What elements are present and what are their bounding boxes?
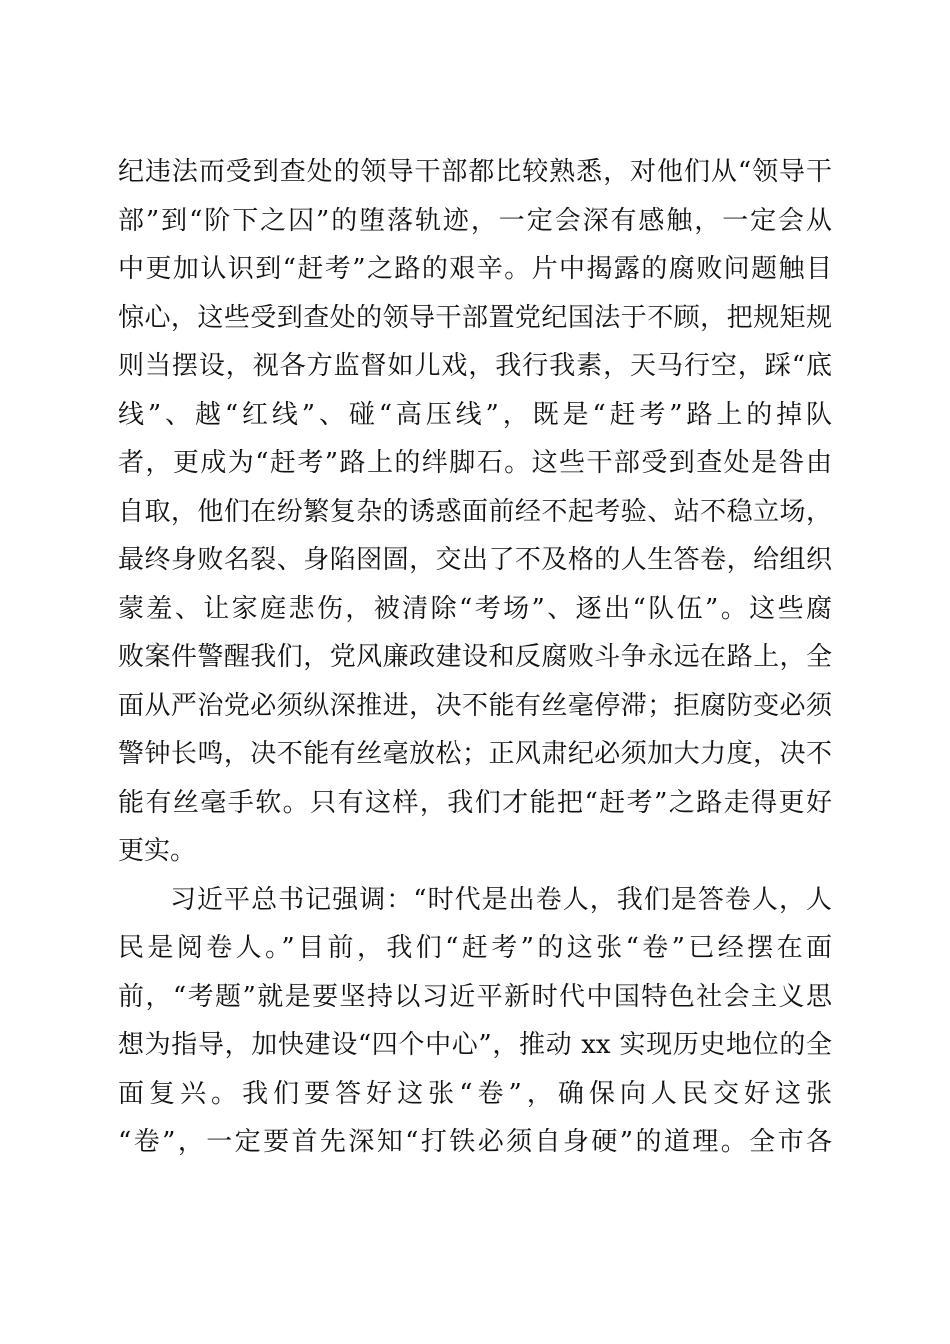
paragraph-2-line-6: “卷”，一定要首先深知“打铁必须自身硬”的道理。全市各	[118, 1127, 832, 1157]
paragraph-1-line-4: 惊心，这些受到查处的领导干部置党纪国法于不顾，把规矩规	[118, 302, 832, 333]
paragraph-1-line-3: 中更加认识到“赶考”之路的艰辛。片中揭露的腐败问题触目	[118, 254, 832, 284]
paragraph-1-line-13: 警钟长鸣，决不能有丝毫放松；正风肃纪必须加大力度，决不	[118, 739, 832, 769]
paragraph-1	[118, 148, 832, 876]
paragraph-2-line-5: 面复兴。我们要答好这张“卷”，确保向人民交好这张	[118, 1078, 832, 1109]
paragraph-2-line-4: 想为指导，加快建设“四个中心”，推动 xx 实现历史地位的全	[118, 1030, 832, 1060]
paragraph-1-line-8: 自取，他们在纷繁复杂的诱惑面前经不起考验、站不稳立场，	[118, 496, 832, 527]
paragraph-1-line-7: 者，更成为“赶考”路上的绊脚石。这些干部受到查处是咎由	[118, 448, 832, 478]
paragraph-1-line-9: 最终身败名裂、身陷囹圄，交出了不及格的人生答卷，给组织	[118, 545, 832, 575]
paragraph-2-line-3: 前，“考题”就是要坚持以习近平新时代中国特色社会主义思	[118, 981, 832, 1012]
paragraph-2	[118, 876, 832, 1167]
paragraph-1-line-11: 败案件警醒我们，党风廉政建设和反腐败斗争永远在路上，全	[118, 642, 832, 672]
paragraph-1-line-12: 面从严治党必须纵深推进，决不能有丝毫停滞；拒腐防变必须	[118, 690, 832, 721]
paragraph-1-line-2: 部”到“阶下之囚”的堕落轨迹，一定会深有感触，一定会从	[118, 205, 832, 236]
paragraph-1-line-14: 能有丝毫手软。只有这样，我们才能把“赶考”之路走得更好	[118, 787, 832, 818]
body-text	[118, 148, 832, 1167]
paragraph-1-line-6: 线”、越“红线”、碰“高压线”，既是“赶考”路上的掉队	[118, 399, 832, 430]
paragraph-2-line-1: 习近平总书记强调：“时代是出卷人，我们是答卷人，人	[170, 884, 832, 915]
paragraph-1-line-15: 更实。	[118, 836, 197, 866]
paragraph-2-line-2: 民是阅卷人。”目前，我们“赶考”的这张“卷”已经摆在面	[118, 933, 832, 963]
paragraph-1-line-1: 纪违法而受到查处的领导干部都比较熟悉，对他们从“领导干	[118, 157, 832, 187]
paragraph-1-line-10: 蒙羞、让家庭悲伤，被清除“考场”、逐出“队伍”。这些腐	[118, 593, 832, 624]
paragraph-1-line-5: 则当摆设，视各方监督如儿戏，我行我素，天马行空，踩“底	[118, 351, 832, 381]
